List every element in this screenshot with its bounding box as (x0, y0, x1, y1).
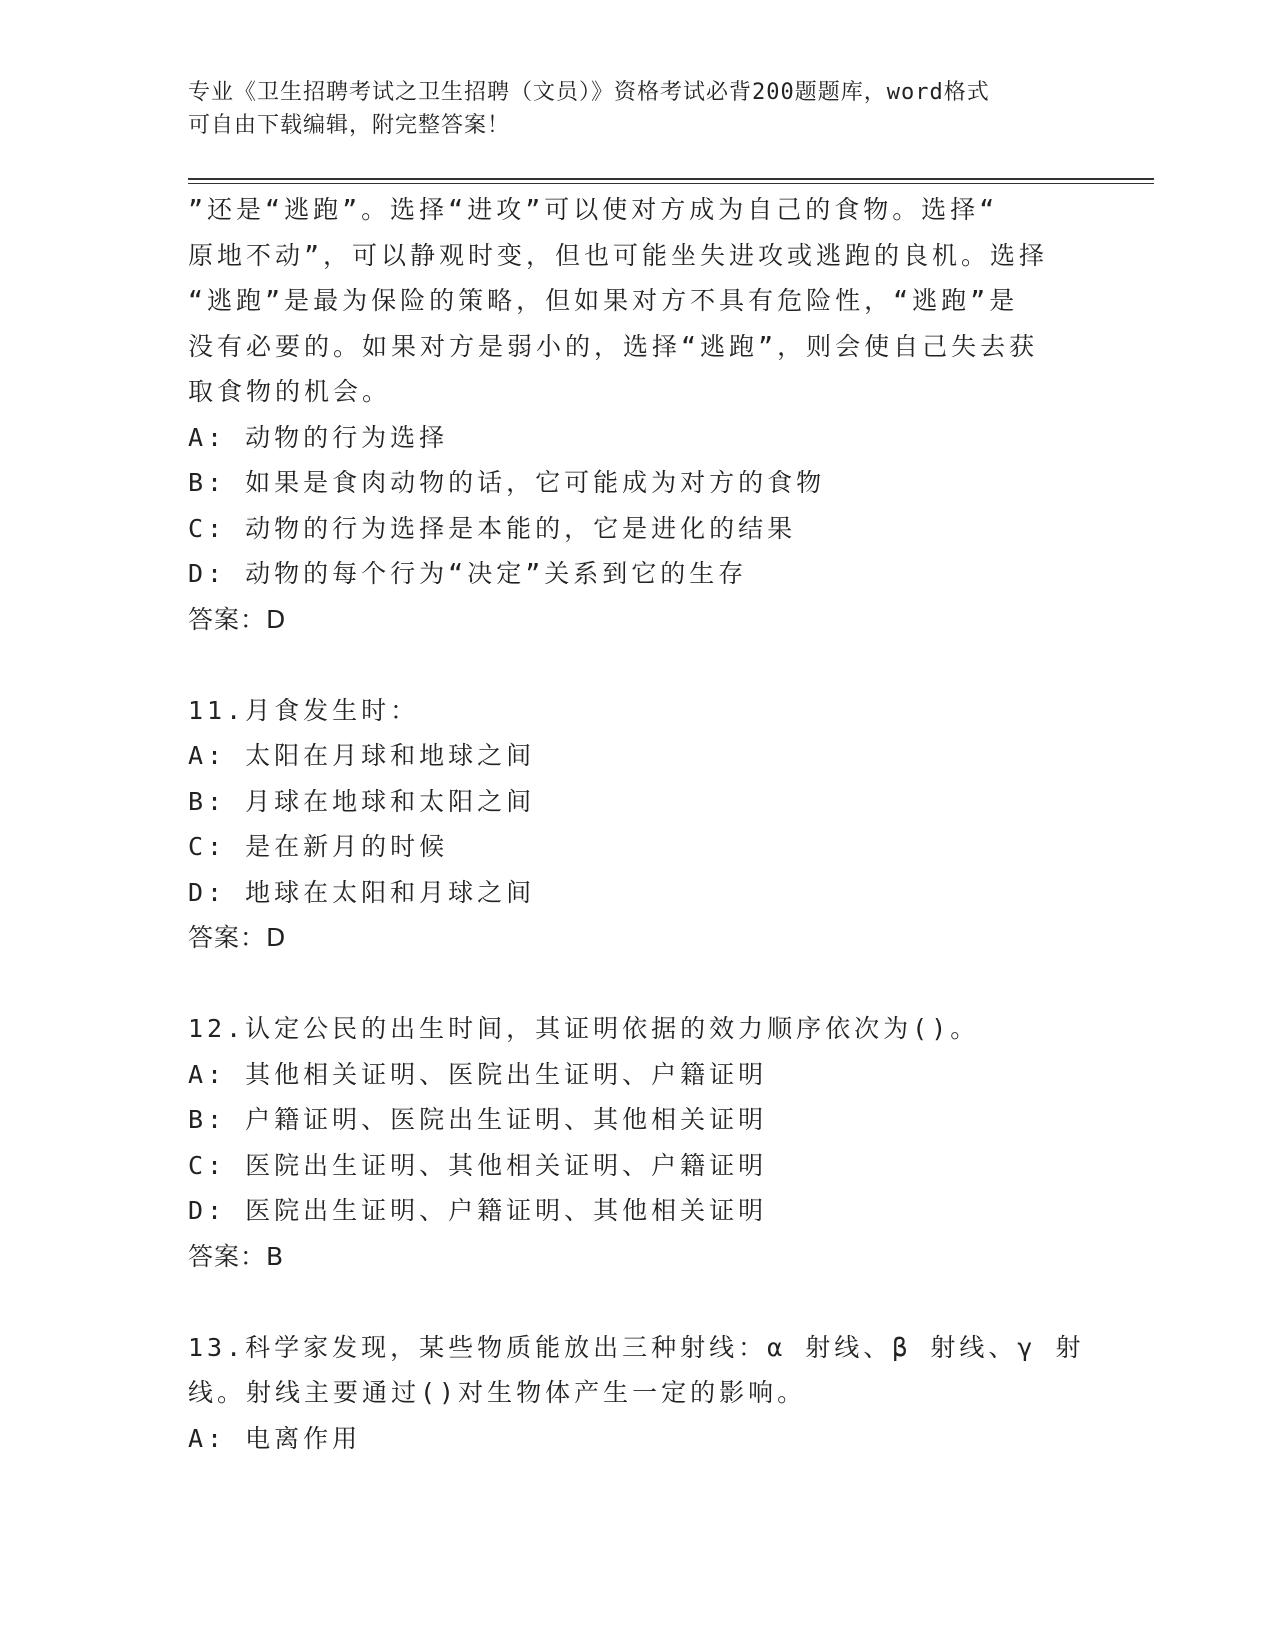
spacer (188, 961, 1068, 1007)
question-13 (188, 1325, 1085, 1462)
question-10-continuation (188, 187, 1068, 642)
spacer (188, 642, 1068, 688)
question-text-line: “逃跑”是最为保险的策略，但如果对方不具有危险性，“逃跑”是 (188, 286, 1019, 315)
option-c: C: 是在新月的时候 (188, 832, 449, 861)
option-b: B: 如果是食肉动物的话，它可能成为对方的食物 (188, 468, 826, 497)
option-b: B: 月球在地球和太阳之间 (188, 786, 536, 816)
option-b: B: 户籍证明、医院出生证明、其他相关证明 (188, 1105, 768, 1134)
answer-line: 答案：D (188, 604, 287, 634)
spacer (188, 1279, 1068, 1325)
answer-line: 答案：B (188, 1241, 285, 1271)
option-c: C: 医院出生证明、其他相关证明、户籍证明 (188, 1150, 768, 1180)
header-rule-thick (188, 178, 1154, 180)
option-a: A: 电离作用 (188, 1423, 362, 1453)
question-text-line: 12.认定公民的出生时间，其证明依据的效力顺序依次为()。 (188, 1014, 980, 1043)
question-12 (188, 1006, 1068, 1279)
option-d: D: 医院出生证明、户籍证明、其他相关证明 (188, 1196, 768, 1225)
question-text-line: 11.月食发生时： (188, 695, 420, 725)
question-text-line: ”还是“逃跑”。选择“进攻”可以使对方成为自己的食物。选择“ (188, 195, 999, 224)
option-a: A: 其他相关证明、医院出生证明、户籍证明 (188, 1059, 768, 1089)
option-d: D: 地球在太阳和月球之间 (188, 877, 536, 907)
question-text-line: 13.科学家发现，某些物质能放出三种射线：α 射线、β 射线、γ 射 (188, 1332, 1085, 1362)
document-body (188, 187, 1085, 1461)
document-header (188, 76, 1068, 142)
header-line-1: 专业《卫生招聘考试之卫生招聘（文员）》资格考试必背200题题库，word格式 (188, 80, 990, 105)
question-11 (188, 688, 1068, 961)
option-a: A: 太阳在月球和地球之间 (188, 741, 536, 770)
question-text-line: 原地不动”，可以静观时变，但也可能坐失进攻或逃跑的良机。选择 (188, 240, 1049, 270)
answer-line: 答案：D (188, 923, 287, 952)
question-text-line: 线。射线主要通过()对生物体产生一定的影响。 (188, 1378, 807, 1407)
header-rule-thin (188, 183, 1154, 184)
option-d: D: 动物的每个行为“决定”关系到它的生存 (188, 559, 748, 588)
option-c: C: 动物的行为选择是本能的，它是进化的结果 (188, 513, 797, 543)
question-text-line: 取食物的机会。 (188, 377, 392, 406)
header-line-2: 可自由下载编辑，附完整答案！ (188, 113, 511, 138)
question-text-line: 没有必要的。如果对方是弱小的，选择“逃跑”，则会使自己失去获 (188, 331, 1039, 361)
option-a: A: 动物的行为选择 (188, 422, 449, 452)
